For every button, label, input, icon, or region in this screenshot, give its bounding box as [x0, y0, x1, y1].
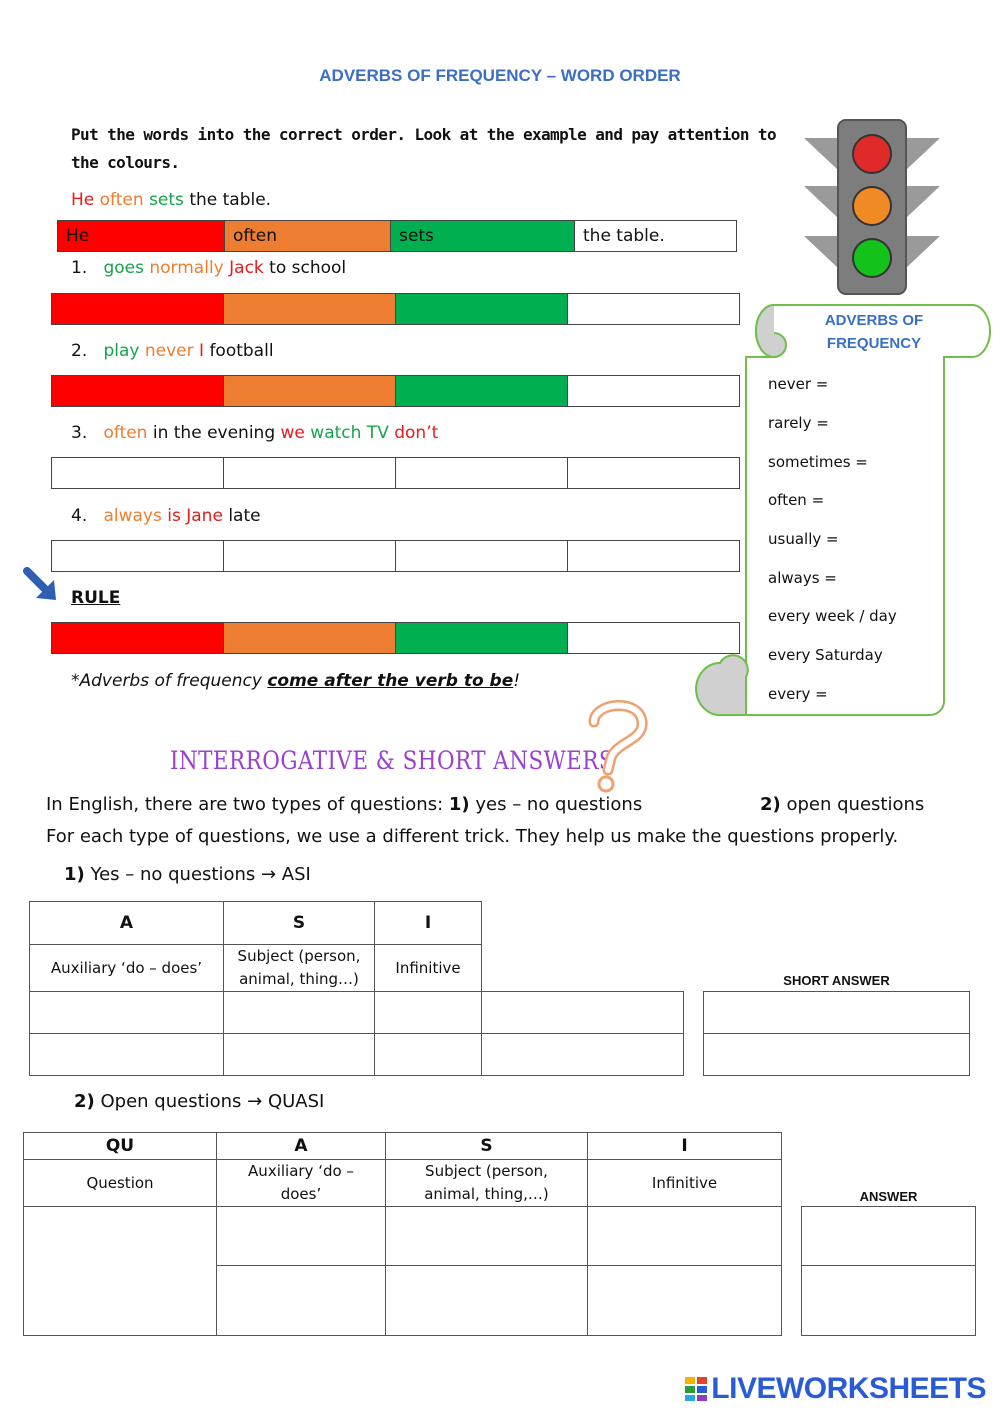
- asi-header-a: A: [30, 902, 224, 945]
- yes-no-heading: 1) Yes – no questions → ASI: [64, 864, 311, 885]
- scroll-item: sometimes =: [768, 453, 868, 471]
- answer-cell[interactable]: [217, 1266, 386, 1336]
- answer-label: ANSWER: [859, 1189, 918, 1204]
- instructions: Put the words into the correct order. Look at the example and pay attention to the colours.: [71, 125, 776, 172]
- answer-cell[interactable]: [482, 992, 684, 1034]
- liveworksheets-icon: [684, 1376, 708, 1402]
- answer-cell[interactable]: [802, 1207, 976, 1266]
- answer-table: [801, 1206, 976, 1336]
- answer-cell[interactable]: [386, 1266, 588, 1336]
- answer-cell[interactable]: [396, 376, 568, 406]
- answer-cell[interactable]: [704, 992, 970, 1034]
- exercise-1-answer-row: [51, 293, 740, 325]
- answer-cell[interactable]: [375, 1034, 482, 1076]
- answer-cell[interactable]: [396, 458, 568, 488]
- example-cell-verb: sets: [391, 221, 575, 251]
- quasi-header-a: A: [217, 1133, 386, 1160]
- answer-cell[interactable]: [802, 1266, 976, 1336]
- asi-subheader-subject: Subject (person, animal, thing…): [224, 945, 375, 992]
- asi-header-table: [29, 901, 482, 992]
- answer-cell[interactable]: [375, 992, 482, 1034]
- example-row: [57, 220, 737, 252]
- example-cell-rest: the table.: [575, 221, 736, 251]
- answer-cell[interactable]: [224, 541, 396, 571]
- answer-cell[interactable]: [224, 458, 396, 488]
- example-cell-adverb: often: [225, 221, 391, 251]
- section-title-interrogative: INTERROGATIVE & SHORT ANSWERS: [170, 746, 615, 775]
- intro-line-1: In English, there are two types of questions: 1) yes – no questions: [46, 794, 643, 815]
- traffic-light-icon: [804, 118, 944, 296]
- brand-name: LIVEWORKSHEETS: [711, 1372, 986, 1405]
- scroll-item: every Saturday: [768, 646, 883, 664]
- example-cell-subject: He: [58, 221, 225, 251]
- quasi-subheader-question: Question: [24, 1160, 217, 1207]
- exercise-3-answer-row: [51, 457, 740, 489]
- open-heading: 2) Open questions → QUASI: [74, 1091, 325, 1112]
- quasi-table: [23, 1132, 782, 1336]
- quasi-subheader-subject: Subject (person, animal, thing,…): [386, 1160, 588, 1207]
- asi-subheader-auxiliary: Auxiliary ‘do – does’: [30, 945, 224, 992]
- answer-cell[interactable]: [588, 1266, 782, 1336]
- answer-cell[interactable]: [30, 1034, 224, 1076]
- scroll-item: often =: [768, 491, 825, 509]
- asi-header-i: I: [375, 902, 482, 945]
- intro-line-2: For each type of questions, we use a different trick. They help us make the questions properly.: [46, 826, 899, 847]
- rule-label: RULE: [71, 588, 121, 608]
- answer-cell[interactable]: [224, 294, 396, 324]
- scroll-item: always =: [768, 569, 837, 587]
- scroll-item: rarely =: [768, 414, 829, 432]
- intro-type-2: 2) open questions: [760, 794, 925, 815]
- asi-header-s: S: [224, 902, 375, 945]
- answer-cell[interactable]: [386, 1207, 588, 1266]
- answer-cell[interactable]: [30, 992, 224, 1034]
- exercise-4-answer-row: [51, 540, 740, 572]
- answer-cell[interactable]: [396, 541, 568, 571]
- exercise-1-prompt: 1. goes normally Jack to school: [71, 258, 347, 278]
- asi-answer-table: [29, 991, 684, 1076]
- answer-cell[interactable]: [224, 992, 375, 1034]
- exercise-4-prompt: 4. always is Jane late: [71, 506, 261, 526]
- answer-cell[interactable]: [52, 376, 224, 406]
- answer-cell[interactable]: [52, 458, 224, 488]
- answer-cell[interactable]: [224, 376, 396, 406]
- answer-cell[interactable]: [704, 1034, 970, 1076]
- scroll-item: every =: [768, 685, 828, 703]
- answer-cell[interactable]: [482, 1034, 684, 1076]
- page-title: ADVERBS OF FREQUENCY – WORD ORDER: [319, 66, 681, 85]
- answer-cell[interactable]: [217, 1207, 386, 1266]
- scroll-item: usually =: [768, 530, 839, 548]
- exercise-2-prompt: 2. play never I football: [71, 341, 274, 361]
- quasi-header-i: I: [588, 1133, 782, 1160]
- scroll-item: never =: [768, 375, 829, 393]
- question-mark-icon: [582, 696, 652, 796]
- brand-logo: [684, 1372, 986, 1406]
- arrow-down-right-icon: [22, 566, 62, 604]
- quasi-header-qu: QU: [24, 1133, 217, 1160]
- answer-cell[interactable]: [52, 294, 224, 324]
- rule-answer-row: [51, 622, 740, 654]
- quasi-subheader-auxiliary: Auxiliary ‘do – does’: [217, 1160, 386, 1207]
- answer-cell[interactable]: [52, 623, 224, 653]
- answer-cell[interactable]: [396, 623, 568, 653]
- scroll-title: ADVERBS OF FREQUENCY: [824, 312, 924, 352]
- exercise-2-answer-row: [51, 375, 740, 407]
- scroll-item: every week / day: [768, 607, 897, 625]
- short-answer-table: [703, 991, 970, 1076]
- exercise-3-prompt: 3. often in the evening we watch TV don’t: [71, 423, 439, 443]
- quasi-header-s: S: [386, 1133, 588, 1160]
- answer-cell[interactable]: [24, 1207, 217, 1336]
- answer-cell[interactable]: [224, 1034, 375, 1076]
- asi-subheader-infinitive: Infinitive: [375, 945, 482, 992]
- rule-note: *Adverbs of frequency come after the verb to be!: [71, 671, 521, 691]
- short-answer-label: SHORT ANSWER: [783, 973, 890, 988]
- quasi-subheader-infinitive: Infinitive: [588, 1160, 782, 1207]
- answer-cell[interactable]: [396, 294, 568, 324]
- answer-cell[interactable]: [224, 623, 396, 653]
- example-sentence: He often sets the table.: [71, 190, 272, 210]
- answer-cell[interactable]: [52, 541, 224, 571]
- answer-cell[interactable]: [588, 1207, 782, 1266]
